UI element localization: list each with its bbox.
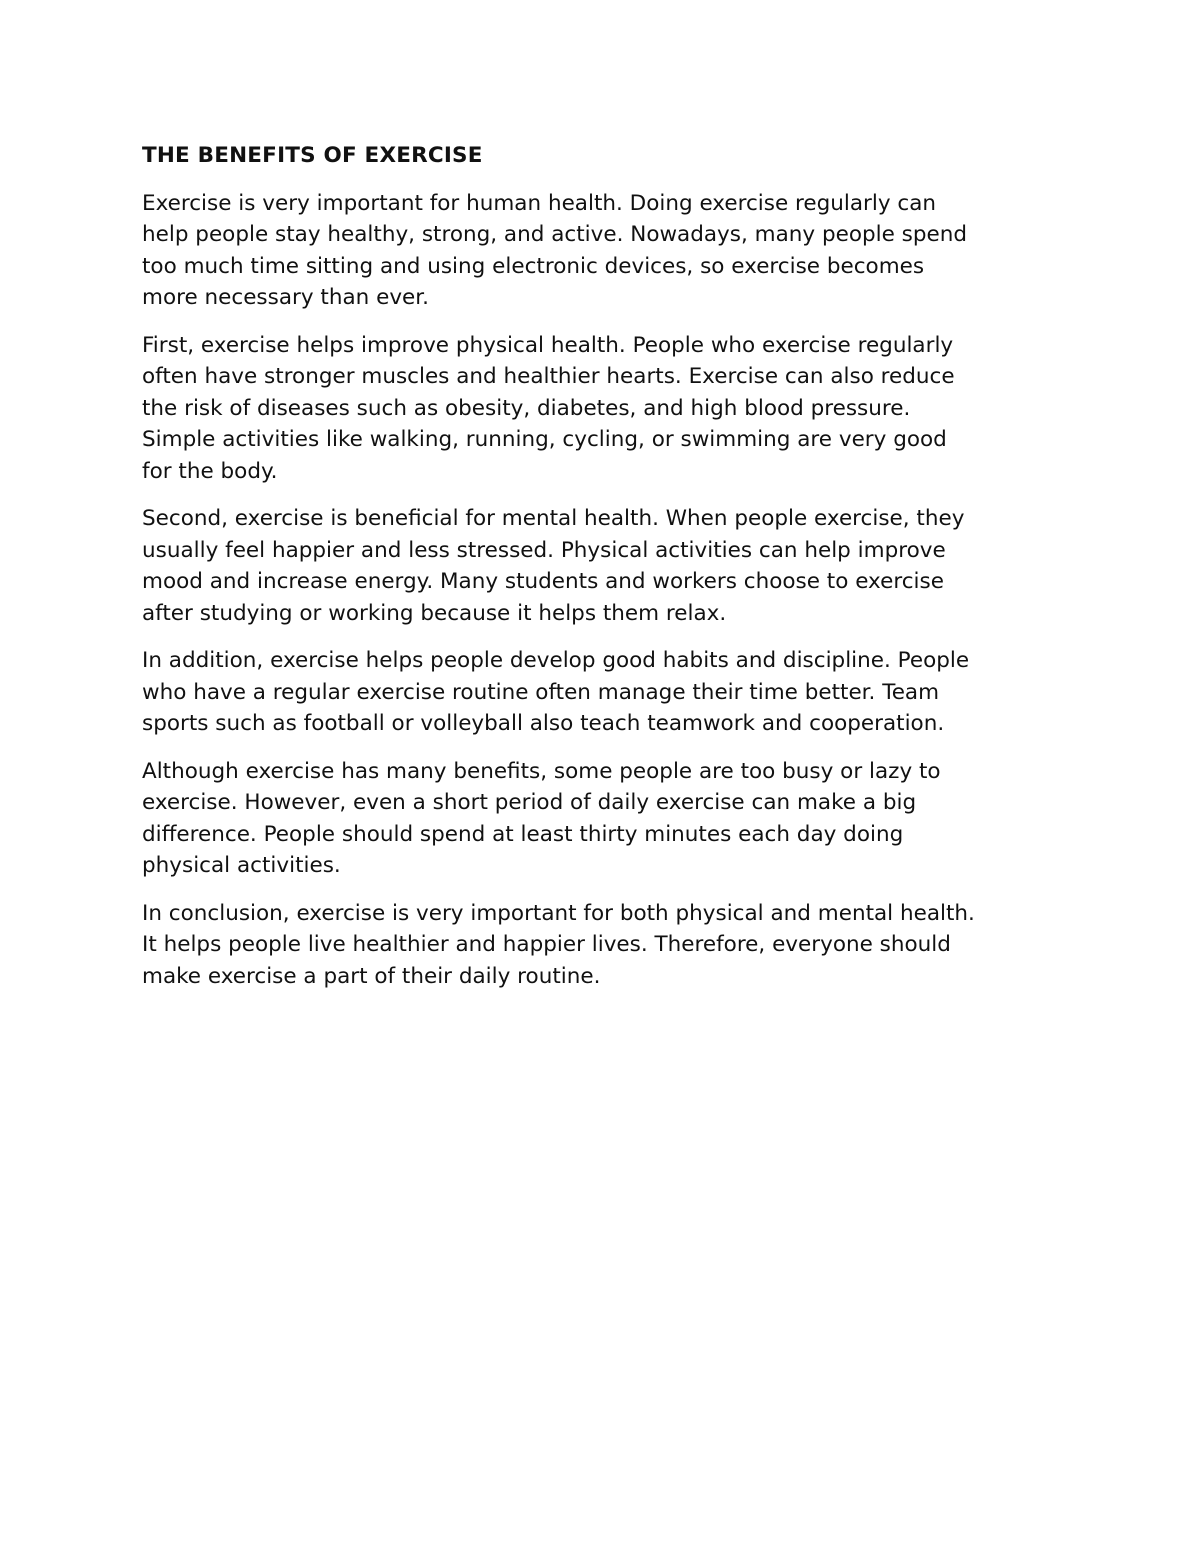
text-line: help people stay healthy, strong, and active. Nowadays, many people spend xyxy=(142,222,968,247)
text-line: after studying or working because it helps them relax. xyxy=(142,600,727,626)
text-line: more necessary than ever. xyxy=(142,285,429,310)
text-line: exercise. However, even a short period of daily exercise can make a big xyxy=(142,790,917,815)
text-line: make exercise a part of their daily routine. xyxy=(142,963,601,989)
text-line: for the body. xyxy=(142,458,278,484)
text-line: Simple activities like walking, running, cycling, or swimming are very good xyxy=(142,427,947,452)
paragraph-intro xyxy=(142,188,1072,314)
text-line: usually feel happier and less stressed. Physical activities can help improve xyxy=(142,537,946,563)
text-line: First, exercise helps improve physical health. People who exercise regularly xyxy=(142,332,954,358)
text-line: difference. People should spend at least thirty minutes each day doing xyxy=(142,821,904,847)
text-line: too much time sitting and using electronic devices, so exercise becomes xyxy=(142,253,925,279)
text-line: In addition, exercise helps people develop good habits and discipline. People xyxy=(142,648,970,673)
text-line: often have stronger muscles and healthier hearts. Exercise can also reduce xyxy=(142,364,955,389)
text-line: who have a regular exercise routine often manage their time better. Team xyxy=(142,679,940,705)
text-line: Exercise is very important for human health. Doing exercise regularly can xyxy=(142,190,937,216)
paragraph-time xyxy=(142,756,1072,882)
text-line: Although exercise has many benefits, some people are too busy or lazy to xyxy=(142,758,941,784)
paragraph-mental-health xyxy=(142,503,1072,629)
text-line: physical activities. xyxy=(142,853,341,878)
paragraph-conclusion xyxy=(142,898,1072,993)
text-line: mood and increase energy. Many students and workers choose to exercise xyxy=(142,569,944,594)
paragraph-habits xyxy=(142,645,1072,740)
document-body xyxy=(142,140,1072,1008)
document-title: THE BENEFITS OF EXERCISE xyxy=(142,143,483,168)
text-line: the risk of diseases such as obesity, diabetes, and high blood pressure. xyxy=(142,395,911,421)
text-line: sports such as football or volleyball also teach teamwork and cooperation. xyxy=(142,711,945,736)
text-line: In conclusion, exercise is very important for both physical and mental health. xyxy=(142,900,975,926)
text-line: It helps people live healthier and happier lives. Therefore, everyone should xyxy=(142,932,951,957)
text-line: Second, exercise is beneficial for mental health. When people exercise, they xyxy=(142,506,965,531)
paragraph-physical-health xyxy=(142,330,1072,488)
